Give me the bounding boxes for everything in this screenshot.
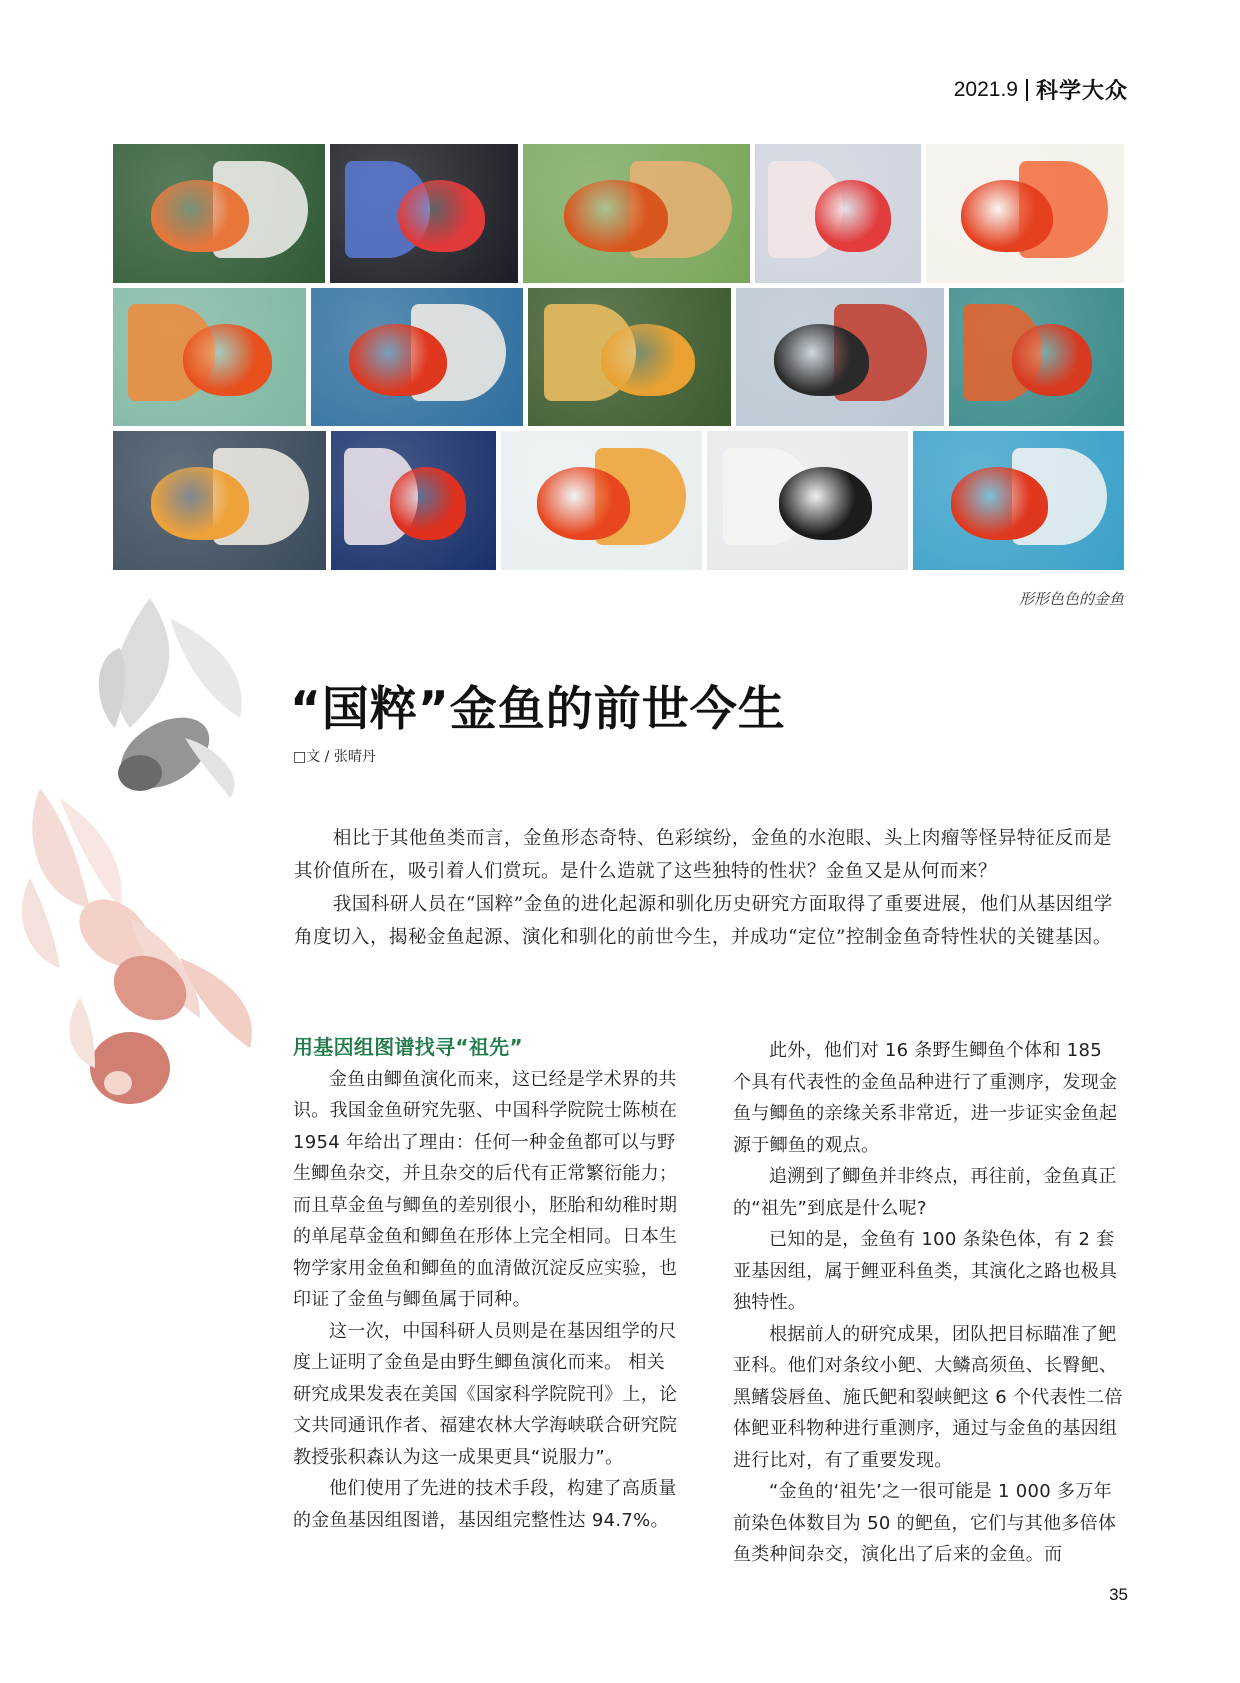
goldfish-illustration bbox=[0, 578, 280, 1158]
figure-caption: 形形色色的金鱼 bbox=[1018, 590, 1124, 608]
issue-date: 2021.9 bbox=[953, 77, 1018, 101]
photo-row bbox=[113, 288, 1124, 427]
goldfish-body bbox=[564, 180, 668, 252]
running-header bbox=[954, 74, 1128, 105]
article-title: “国粹”金鱼的前世今生 bbox=[290, 682, 786, 737]
page-number: 35 bbox=[1109, 1585, 1128, 1604]
goldfish-photo bbox=[736, 288, 944, 427]
body-paragraph: 此外，他们对 16 条野生鲫鱼个体和 185 个具有代表性的金鱼品种进行了重测序，发现金鱼与鲫鱼的亲缘关系非常近，进一步证实金鱼起源于鲫鱼的观点。 bbox=[733, 1040, 1118, 1156]
goldfish-photo bbox=[926, 144, 1124, 283]
goldfish-body bbox=[151, 180, 249, 252]
body-paragraph: 这一次，中国科研人员则是在基因组学的尺度上证明了金鱼是由野生鲫鱼演化而来。 相关研究成果发表在美国《国家科学院院刊》上，论文共同通讯作者、福建农林大学海峡联合研究院教授张积森认为这一成果更具“说服力”。 bbox=[293, 1320, 678, 1468]
goldfish-photo bbox=[949, 288, 1124, 427]
goldfish-photo bbox=[311, 288, 523, 427]
goldfish-body bbox=[537, 467, 629, 539]
section-heading: 用基因组图谱找寻“祖先” bbox=[293, 1035, 523, 1059]
goldfish-body bbox=[774, 324, 869, 396]
body-paragraph: 已知的是，金鱼有 100 条染色体，有 2 套亚基因组，属于鲤亚科鱼类，其演化之路也极具独特性。 bbox=[733, 1229, 1118, 1313]
goldfish-photo bbox=[331, 431, 496, 570]
magazine-logo: 科学大众 bbox=[1035, 78, 1128, 104]
body-paragraph: 追溯到了鲫鱼并非终点，再往前，金鱼真正的“祖先”到底是什么呢? bbox=[733, 1166, 1117, 1219]
goldfish-body bbox=[398, 180, 485, 252]
goldfish-photo bbox=[707, 431, 908, 570]
photo-row bbox=[113, 144, 1124, 283]
intro-paragraph: 我国科研人员在“国粹”金鱼的进化起源和驯化历史研究方面取得了重要进展，他们从基因组学角度切入，揭秘金鱼起源、演化和驯化的前世今生，并成功“定位”控制金鱼奇特性状的关键基因。 bbox=[294, 894, 1113, 948]
header-divider bbox=[1026, 79, 1028, 101]
goldfish-body bbox=[151, 467, 249, 539]
article-intro bbox=[294, 822, 1124, 954]
body-paragraph: 根据前人的研究成果，团队把目标瞄准了鲃亚科。他们对条纹小鲃、大鳞高须鱼、长臀鲃、黑鳍袋唇鱼、施氏鲃和裂峡鲃这 6 个代表性二倍体鲃亚科物种进行重测序，通过与金鱼的基因组进行比对，有了重要发现。 bbox=[733, 1323, 1123, 1471]
goldfish-body bbox=[1012, 324, 1093, 396]
body-paragraph: 金鱼由鲫鱼演化而来，这已经是学术界的共识。我国金鱼研究先驱、中国科学院院士陈桢在 1954 年给出了理由：任何一种金鱼都可以与野生鲫鱼杂交，并且杂交的后代有正常繁衍能力；而且草金鱼与鲫鱼的差别很小，胚胎和幼稚时期的单尾草金鱼和鲫鱼在形体上完全相同。日本生物学家用金鱼和鲫鱼的血清做沉淀反应实验，也印证了金鱼与鲫鱼属于同种。 bbox=[293, 1068, 678, 1310]
goldfish-body bbox=[951, 467, 1048, 539]
goldfish-photo bbox=[113, 431, 326, 570]
goldfish-photo bbox=[755, 144, 921, 283]
goldfish-photo bbox=[113, 144, 325, 283]
goldfish-body bbox=[779, 467, 871, 539]
goldfish-photo bbox=[913, 431, 1124, 570]
goldfish-body bbox=[390, 467, 466, 539]
body-column-left bbox=[293, 1032, 683, 1536]
goldfish-photo bbox=[523, 144, 750, 283]
body-paragraph: 他们使用了先进的技术手段，构建了高质量的金鱼基因组图谱，基因组完整性达 94.7%。 bbox=[293, 1478, 677, 1531]
goldfish-photo bbox=[501, 431, 702, 570]
goldfish-body bbox=[183, 324, 272, 396]
goldfish-photo bbox=[113, 288, 306, 427]
intro-paragraph: 相比于其他鱼类而言，金鱼形态奇特、色彩缤纷，金鱼的水泡眼、头上肉瘤等怪异特征反而是其价值所在，吸引着人们赏玩。是什么造就了这些独特的性状？金鱼又是从何而来？ bbox=[294, 828, 1112, 882]
goldfish-photo-grid bbox=[113, 144, 1124, 570]
goldfish-body bbox=[349, 324, 446, 396]
photo-row bbox=[113, 431, 1124, 570]
goldfish-photo bbox=[528, 288, 731, 427]
goldfish-body bbox=[601, 324, 695, 396]
goldfish-photo bbox=[330, 144, 518, 283]
body-column-right bbox=[733, 1035, 1123, 1571]
goldfish-body bbox=[961, 180, 1052, 252]
body-paragraph: “金鱼的‘祖先’之一很可能是 1 000 多万年前染色体数目为 50 的鲃鱼，它们与其他多倍体鱼类种间杂交，演化出了后来的金鱼。而 bbox=[733, 1481, 1117, 1565]
goldfish-body bbox=[815, 180, 891, 252]
byline: □文 / 张晴丹 bbox=[293, 749, 376, 765]
